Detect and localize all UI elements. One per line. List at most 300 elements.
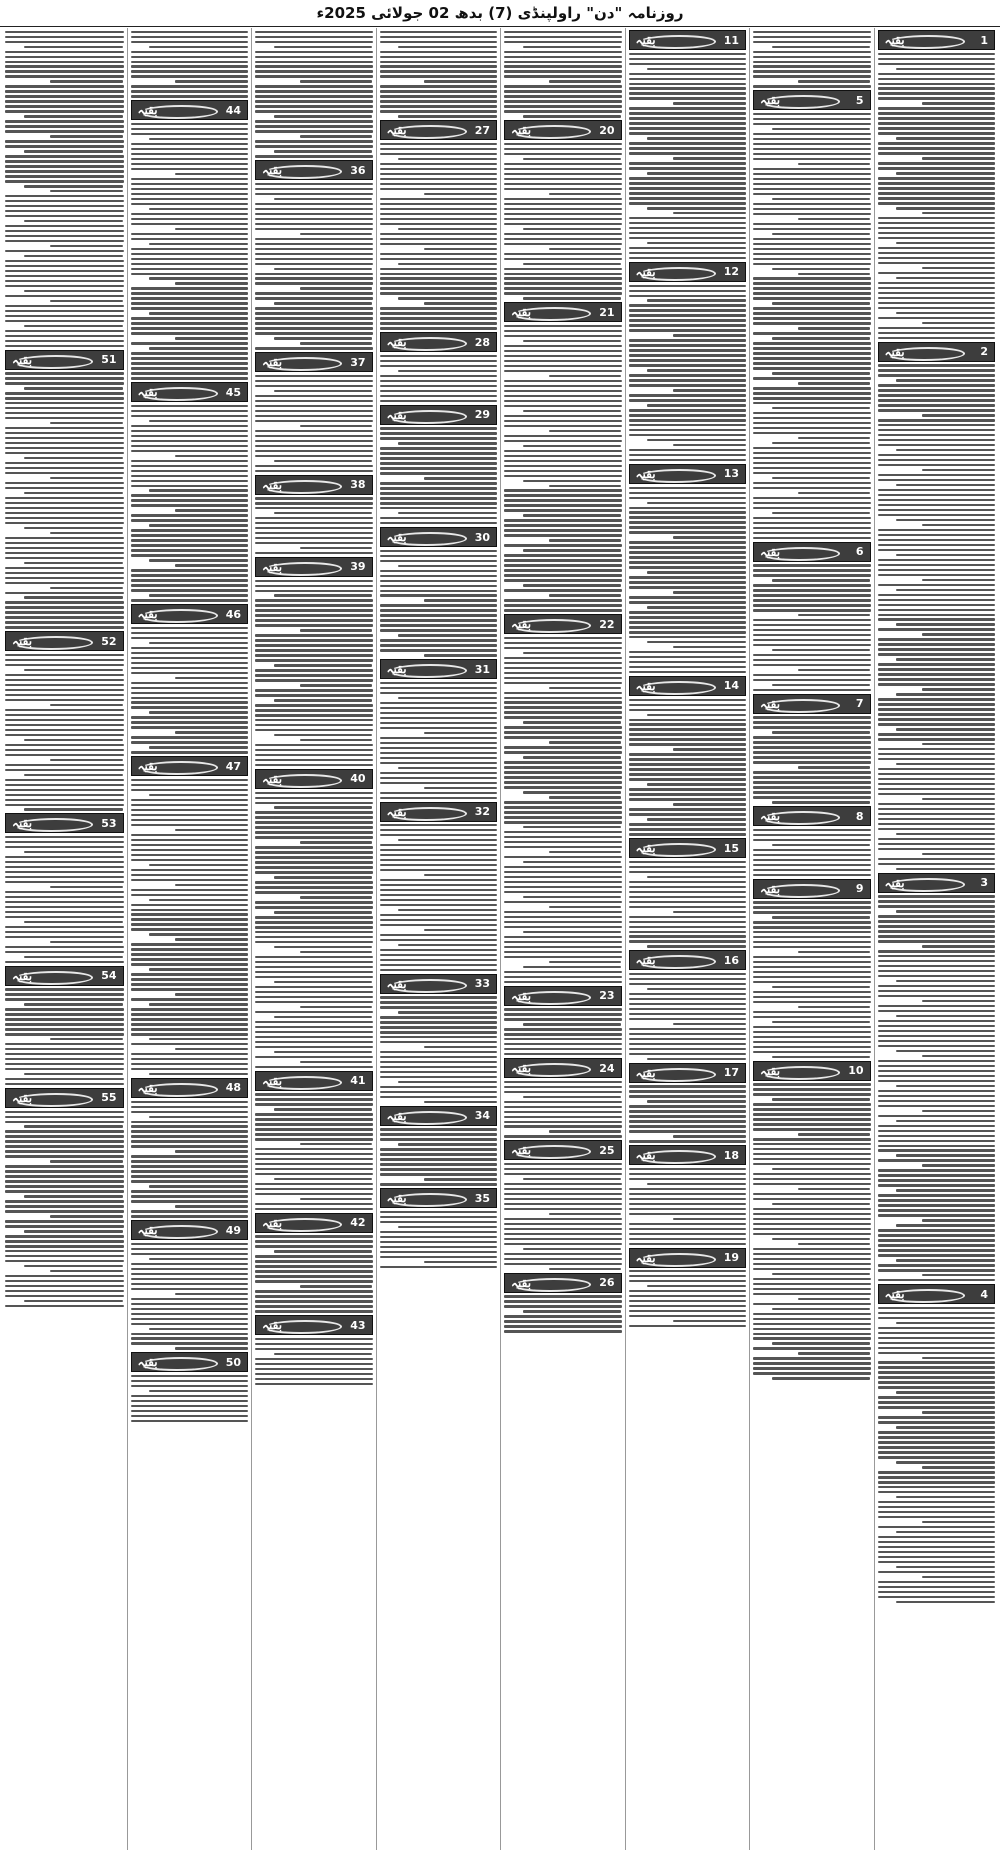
continuation-block (878, 342, 996, 870)
text-line (673, 102, 746, 104)
text-line (131, 637, 249, 639)
text-line (5, 764, 124, 766)
text-line (629, 454, 747, 456)
text-line (629, 394, 747, 396)
text-line (753, 639, 871, 641)
text-line (5, 626, 124, 628)
text-line (504, 806, 622, 808)
text-line (5, 1008, 124, 1010)
text-line (175, 282, 248, 284)
text-line (896, 1085, 995, 1087)
text-line (380, 1133, 498, 1135)
text-line (131, 253, 249, 255)
text-line (629, 931, 747, 933)
text-line (5, 250, 124, 252)
text-line (5, 841, 124, 843)
text-line (255, 811, 373, 813)
text-line (5, 90, 124, 92)
text-line (398, 115, 497, 117)
continuation-block (753, 806, 871, 876)
text-line (878, 107, 996, 109)
text-line (131, 978, 249, 980)
text-lines (255, 1093, 373, 1210)
text-line (255, 435, 373, 437)
text-line (753, 1163, 871, 1165)
text-line (629, 1003, 747, 1005)
text-line (131, 480, 249, 482)
text-line (504, 697, 622, 699)
text-line (629, 58, 747, 60)
text-line (424, 654, 497, 656)
block-title: بقیہ (137, 759, 158, 774)
text-line (504, 1048, 622, 1050)
text-line (255, 609, 373, 611)
text-line (753, 70, 871, 72)
text-line (50, 587, 123, 589)
text-lines (5, 988, 124, 1085)
text-line (647, 714, 746, 716)
text-line (504, 524, 622, 526)
text-line (753, 1213, 871, 1215)
text-line (629, 881, 747, 883)
text-line (549, 687, 622, 689)
text-line (878, 718, 996, 720)
text-line (772, 442, 871, 444)
text-line (504, 936, 622, 938)
column-1 (874, 28, 999, 1850)
text-line (398, 1011, 497, 1013)
text-line (380, 1251, 498, 1253)
text-line (753, 1337, 871, 1339)
text-line (549, 485, 622, 487)
text-line (504, 455, 622, 457)
text-line (878, 614, 996, 616)
text-line (504, 946, 622, 948)
text-line (878, 1045, 996, 1047)
text-line (131, 1342, 249, 1344)
text-line (878, 112, 996, 114)
block-title: بقیہ (635, 841, 656, 856)
text-line (878, 838, 996, 840)
text-line (523, 263, 622, 265)
text-line (5, 1068, 124, 1070)
text-line (878, 549, 996, 551)
text-line (255, 1295, 373, 1297)
text-line (629, 507, 747, 509)
text-lines (504, 143, 622, 300)
text-lines (131, 31, 249, 98)
text-lines (380, 824, 498, 971)
text-line (673, 646, 746, 648)
text-line (380, 437, 498, 439)
text-line (629, 1300, 747, 1302)
text-line (5, 397, 124, 399)
text-line (753, 133, 871, 135)
text-line (131, 123, 249, 125)
text-line (753, 644, 871, 646)
text-line (878, 539, 996, 541)
text-line (753, 1173, 871, 1175)
text-line (896, 484, 995, 486)
continuation-block (255, 557, 373, 766)
text-line (878, 1199, 996, 1201)
text-line (673, 212, 746, 214)
text-line (380, 1091, 498, 1093)
text-line (629, 906, 747, 908)
text-line (255, 385, 373, 387)
text-line (753, 482, 871, 484)
text-line (629, 1115, 747, 1117)
text-line (131, 51, 249, 53)
text-lines (629, 53, 747, 260)
text-line (753, 422, 871, 424)
text-line (629, 671, 747, 673)
text-line (878, 1010, 996, 1012)
text-line (380, 452, 498, 454)
text-line (629, 921, 747, 923)
text-line (753, 619, 871, 621)
text-line (255, 886, 373, 888)
text-line (629, 232, 747, 234)
text-line (380, 312, 498, 314)
text-line (380, 585, 498, 587)
text-line (131, 1200, 249, 1202)
text-line (255, 90, 373, 92)
text-line (504, 662, 622, 664)
text-line (753, 85, 871, 87)
text-line (255, 1021, 373, 1023)
block-number: 33 (474, 977, 490, 991)
text-line (878, 1327, 996, 1329)
block-number: 26 (599, 1276, 615, 1290)
text-line (504, 1208, 622, 1210)
text-line (131, 1023, 249, 1025)
text-line (380, 590, 498, 592)
block-title: بقیہ (137, 1080, 158, 1095)
text-line (878, 1431, 996, 1433)
text-line (504, 926, 622, 928)
text-line (255, 724, 373, 726)
block-number: 41 (350, 1074, 366, 1088)
text-line (629, 1105, 747, 1107)
text-line (380, 517, 498, 519)
text-line (878, 643, 996, 645)
continuation-block (753, 90, 871, 539)
text-line (5, 170, 124, 172)
text-line (380, 752, 498, 754)
text-line (5, 145, 124, 147)
text-line (504, 258, 622, 260)
text-line (753, 487, 871, 489)
text-line (149, 1116, 248, 1118)
text-line (131, 894, 249, 896)
block-number: 27 (474, 123, 490, 137)
block-number: 9 (855, 882, 864, 896)
text-line (380, 75, 498, 77)
continuation-block (131, 1352, 249, 1422)
text-line (504, 564, 622, 566)
text-line (5, 719, 124, 721)
text-line (504, 544, 622, 546)
text-line (922, 414, 995, 416)
text-line (255, 228, 373, 230)
text-line (878, 58, 996, 60)
text-line (255, 327, 373, 329)
block-title: بقیہ (511, 1143, 532, 1158)
text-line (5, 729, 124, 731)
text-line (504, 178, 622, 180)
text-line (149, 746, 248, 748)
text-line (878, 389, 996, 391)
text-line (131, 534, 249, 536)
text-line (131, 1323, 249, 1325)
text-line (255, 1290, 373, 1292)
text-lines (380, 427, 498, 524)
text-line (131, 1243, 249, 1245)
text-line (255, 1358, 373, 1360)
text-line (131, 1195, 249, 1197)
text-line (300, 80, 373, 82)
text-line (5, 100, 124, 102)
text-line (549, 961, 622, 963)
text-line (629, 97, 747, 99)
text-line (5, 557, 124, 559)
block-header (753, 542, 871, 562)
text-line (772, 731, 871, 733)
text-line (149, 968, 248, 970)
text-line (647, 172, 746, 174)
block-header (380, 659, 498, 679)
text-line (24, 956, 124, 958)
text-line (504, 1238, 622, 1240)
text-line (380, 447, 498, 449)
text-line (629, 728, 747, 730)
text-line (5, 452, 124, 454)
text-line (922, 524, 995, 526)
text-line (131, 223, 249, 225)
text-line (131, 849, 249, 851)
text-line (878, 1342, 996, 1344)
text-line (549, 594, 622, 596)
text-line (878, 783, 996, 785)
text-line (896, 728, 995, 730)
text-line (504, 831, 622, 833)
text-line (380, 580, 498, 582)
continuation-block (131, 100, 249, 379)
text-line (5, 1121, 124, 1123)
text-line (629, 1223, 747, 1225)
text-line (896, 1322, 995, 1324)
text-line (878, 1005, 996, 1007)
text-line (753, 277, 871, 279)
text-line (878, 404, 996, 406)
text-line (504, 776, 622, 778)
block-number: 11 (723, 33, 739, 47)
text-line (504, 70, 622, 72)
text-line (629, 626, 747, 628)
text-line (5, 502, 124, 504)
text-line (5, 427, 124, 429)
text-line (380, 575, 498, 577)
text-line (629, 1173, 747, 1175)
text-line (878, 564, 996, 566)
text-line (255, 502, 373, 504)
text-line (753, 689, 871, 691)
text-line (504, 951, 622, 953)
block-header (255, 352, 373, 372)
text-line (131, 909, 249, 911)
text-line (131, 494, 249, 496)
text-line (629, 324, 747, 326)
text-line (772, 1098, 871, 1100)
text-line (131, 662, 249, 664)
text-line (629, 935, 747, 937)
block-title: بقیہ (511, 988, 532, 1003)
text-line (629, 978, 747, 980)
block-title: بقیہ (386, 1191, 407, 1206)
text-line (380, 1031, 498, 1033)
block-header (753, 879, 871, 899)
text-line (504, 1163, 622, 1165)
text-line (255, 1235, 373, 1237)
text-line (255, 836, 373, 838)
continuation-block (878, 30, 996, 339)
text-line (255, 277, 373, 279)
continuation-block (629, 1063, 747, 1143)
text-line (504, 345, 622, 347)
text-line (274, 268, 373, 270)
text-line (380, 287, 498, 289)
text-line (629, 1028, 747, 1030)
text-line (629, 1048, 747, 1050)
text-line (131, 1337, 249, 1339)
text-line (753, 517, 871, 519)
column-8 (2, 28, 127, 1850)
text-line (753, 75, 871, 77)
text-line (380, 727, 498, 729)
text-line (398, 46, 497, 48)
text-line (24, 457, 124, 459)
text-line (380, 1211, 498, 1213)
text-line (878, 708, 996, 710)
text-line (131, 1155, 249, 1157)
text-line (131, 445, 249, 447)
text-line (878, 648, 996, 650)
text-line (131, 1033, 249, 1035)
text-line (24, 921, 124, 923)
text-line (255, 826, 373, 828)
block-header (878, 1284, 996, 1304)
text-line (255, 537, 373, 539)
text-line (255, 1255, 373, 1257)
text-line (753, 118, 871, 120)
text-line (255, 1280, 373, 1282)
text-line (5, 592, 124, 594)
text-line (629, 1295, 747, 1297)
text-line (629, 871, 747, 873)
block-number: 7 (855, 697, 864, 711)
text-line (753, 751, 871, 753)
text-line (896, 554, 995, 556)
text-line (629, 257, 747, 259)
text-line (255, 749, 373, 751)
text-line (629, 162, 747, 164)
text-line (753, 208, 871, 210)
text-line (5, 215, 124, 217)
text-line (24, 739, 124, 741)
text-line (549, 796, 622, 798)
text-line (5, 335, 124, 337)
text-line (878, 723, 996, 725)
text-line (772, 512, 871, 514)
text-line (5, 1111, 124, 1113)
text-line (5, 654, 124, 656)
text-line (629, 1120, 747, 1122)
block-number: 13 (723, 467, 739, 481)
text-line (5, 56, 124, 58)
text-line (131, 751, 249, 753)
text-line (878, 1526, 996, 1528)
text-line (504, 1243, 622, 1245)
text-line (753, 1248, 871, 1250)
text-line (504, 494, 622, 496)
text-line (380, 90, 498, 92)
block-header (131, 1220, 249, 1240)
text-line (753, 228, 871, 230)
text-line (629, 993, 747, 995)
text-lines (629, 1085, 747, 1142)
text-line (24, 255, 124, 257)
text-line (255, 445, 373, 447)
text-line (504, 420, 622, 422)
text-line (878, 713, 996, 715)
text-line (753, 1088, 871, 1090)
text-line (380, 51, 498, 53)
text-line (255, 248, 373, 250)
text-line (673, 1135, 746, 1137)
text-line (753, 1103, 871, 1105)
text-line (255, 797, 373, 799)
text-line (131, 153, 249, 155)
text-line (647, 988, 746, 990)
text-line (753, 781, 871, 783)
block-title: بقیہ (511, 1275, 532, 1290)
text-line (255, 183, 373, 185)
block-number: 16 (723, 953, 739, 967)
text-line (629, 788, 747, 790)
text-line (24, 1125, 124, 1127)
text-line (878, 793, 996, 795)
text-line (647, 439, 746, 441)
text-line (629, 1213, 747, 1215)
text-line (380, 1036, 498, 1038)
text-line (131, 499, 249, 501)
text-lines (504, 325, 622, 612)
text-lines (5, 372, 124, 629)
text-line (380, 1216, 498, 1218)
text-line (131, 1111, 249, 1113)
text-line (380, 614, 498, 616)
text-line (424, 193, 497, 195)
text-line (131, 367, 249, 369)
text-line (5, 621, 124, 623)
text-line (798, 163, 871, 165)
text-line (131, 1121, 249, 1123)
text-line (753, 634, 871, 636)
text-line (131, 819, 249, 821)
text-line (753, 604, 871, 606)
text-line (255, 1056, 373, 1058)
